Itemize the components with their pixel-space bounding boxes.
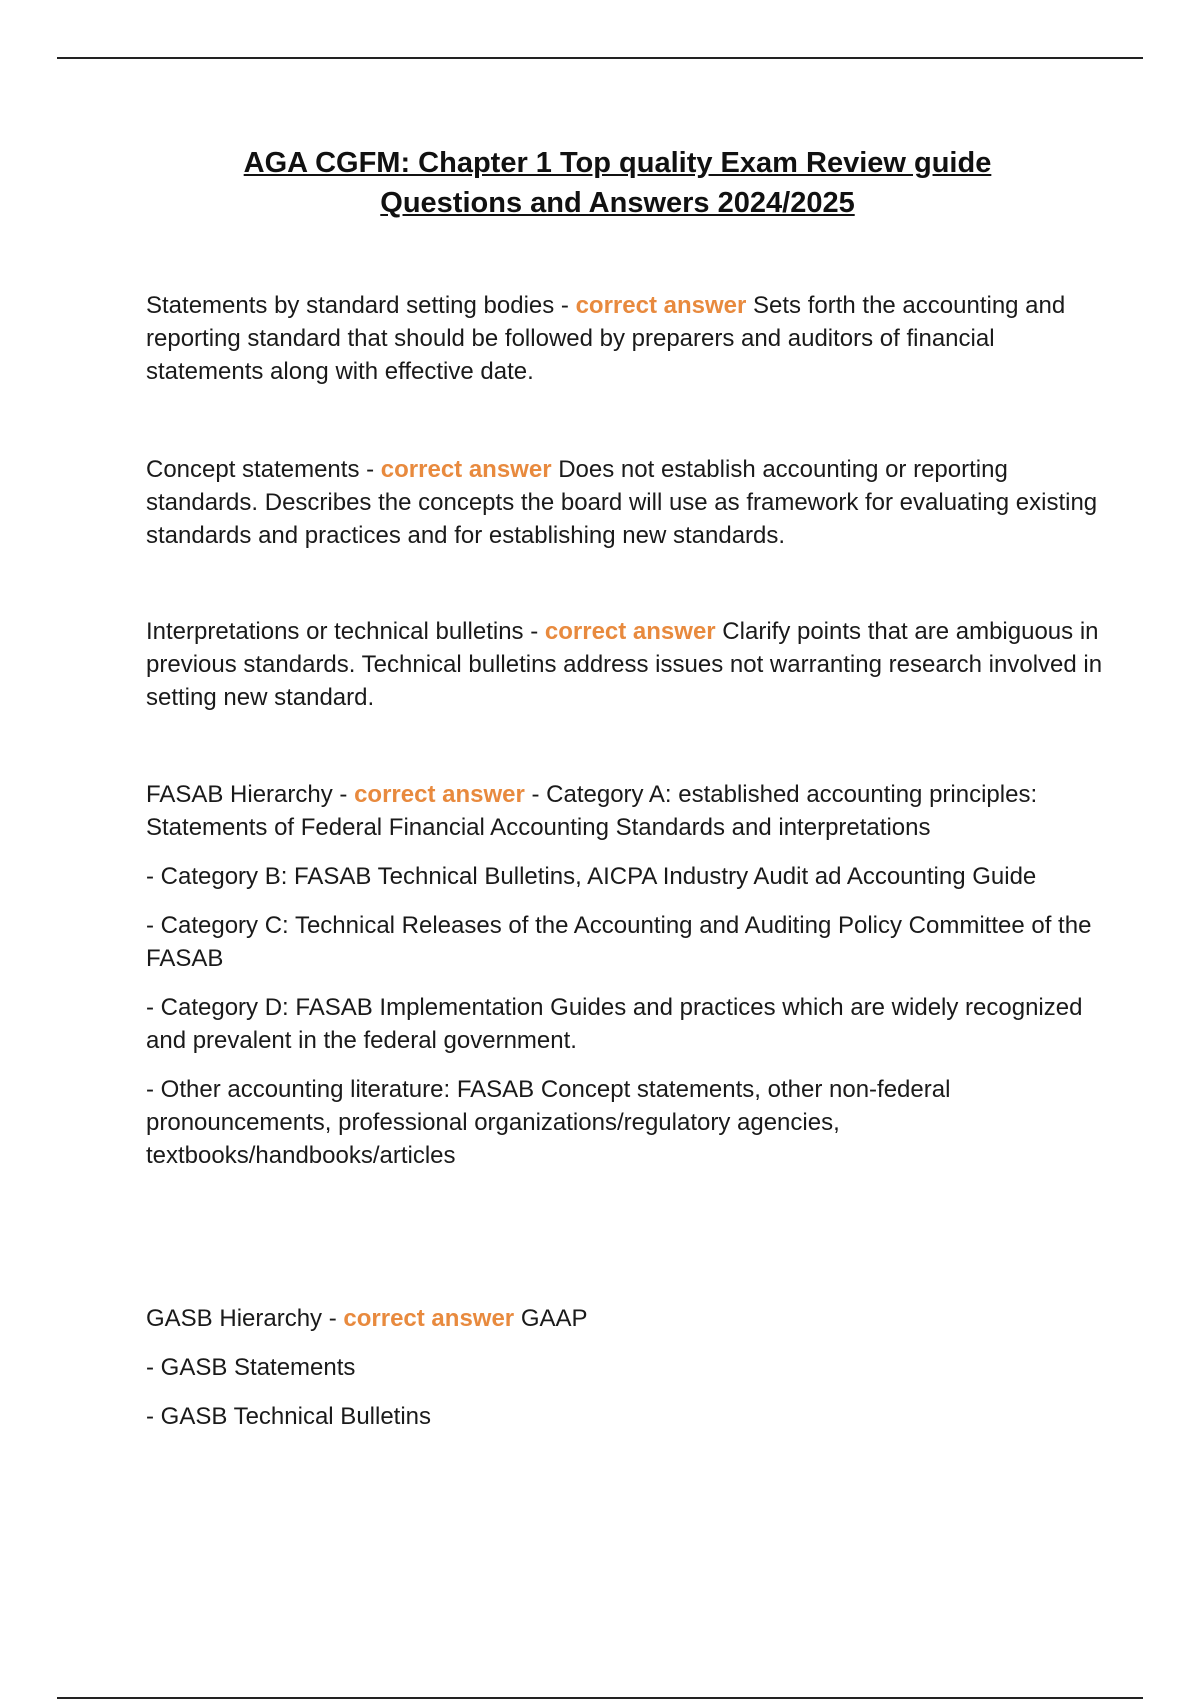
qa-term: FASAB Hierarchy - [146, 781, 355, 808]
qa-paragraph [146, 453, 1106, 552]
list-item-category-c: - Category C: Technical Releases of the Accounting and Auditing Policy Committee of the FASAB [146, 912, 1092, 972]
qa-definition: Sets forth the accounting and reporting standard that should be followed by preparers and auditors of financial statements along with effective date. [146, 292, 1066, 385]
qa-entry-concept-statements [146, 453, 1106, 552]
correct-answer-label: correct answer [354, 781, 525, 808]
qa-definition: - Category A: established accounting principles: Statements of Federal Financial Accounting Standards and interpretations [146, 781, 1038, 841]
qa-entry-interpretations [146, 615, 1106, 714]
bottom-rule [57, 1697, 1143, 1699]
title-line-2: Questions and Answers 2024/2025 [380, 187, 855, 219]
correct-answer-label: correct answer [544, 618, 716, 645]
qa-entry-standard-setting-bodies [146, 289, 1106, 388]
qa-definition: GAAP [514, 1305, 588, 1332]
correct-answer-label: correct answer [575, 292, 747, 319]
qa-entry-gasb-hierarchy [146, 1302, 1106, 1433]
list-item-category-d: - Category D: FASAB Implementation Guides and practices which are widely recognized and prevalent in the federal government. [146, 994, 1083, 1054]
title-line-1: AGA CGFM: Chapter 1 Top quality Exam Review guide [243, 147, 992, 179]
qa-paragraph [146, 778, 1106, 844]
qa-paragraph [146, 289, 1106, 388]
qa-term: Statements by standard setting bodies - [146, 292, 576, 319]
qa-term: Interpretations or technical bulletins - [146, 618, 545, 645]
list-item-other-literature: - Other accounting literature: FASAB Concept statements, other non-federal pronouncements, professional organizations/regulatory agencies, textbooks/handbooks/articles [146, 1076, 951, 1169]
qa-term: Concept statements - [146, 456, 381, 483]
qa-term: GASB Hierarchy - [146, 1305, 344, 1332]
page-title [120, 143, 1115, 223]
qa-entry-fasab-hierarchy [146, 778, 1106, 1172]
list-item-gasb-technical-bulletins: - GASB Technical Bulletins [146, 1403, 432, 1430]
list-item-gasb-statements: - GASB Statements [146, 1354, 356, 1381]
qa-definition: Clarify points that are ambiguous in previous standards. Technical bulletins address issues not warranting research involved in setting new standard. [146, 618, 1103, 711]
qa-paragraph [146, 615, 1106, 714]
correct-answer-label: correct answer [343, 1305, 515, 1332]
qa-definition: Does not establish accounting or reporting standards. Describes the concepts the board will use as framework for evaluating existing standards and practices and for establishing new standards. [146, 456, 1098, 549]
correct-answer-label: correct answer [380, 456, 552, 483]
top-rule [57, 57, 1143, 59]
list-item-category-b: - Category B: FASAB Technical Bulletins, AICPA Industry Audit ad Accounting Guide [146, 863, 1037, 890]
qa-paragraph [146, 1302, 1106, 1335]
